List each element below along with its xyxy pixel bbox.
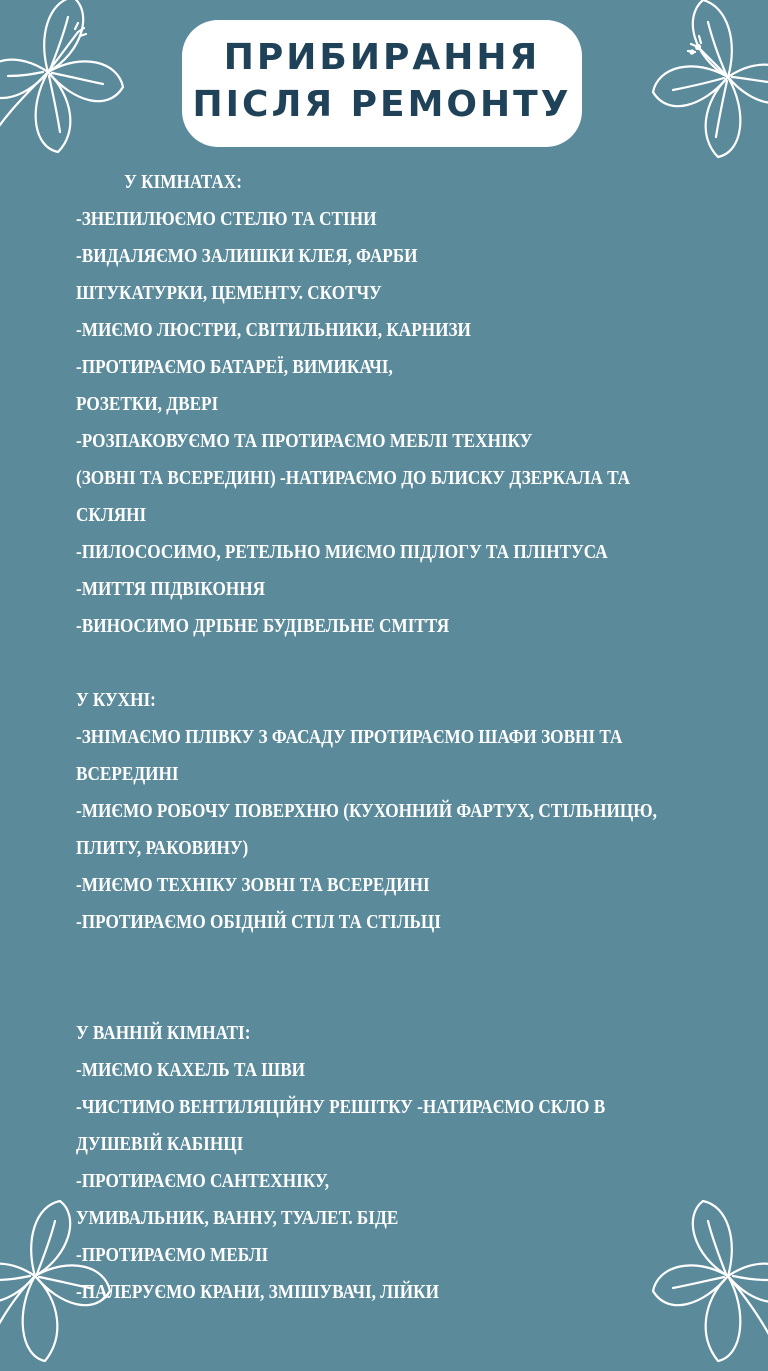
spacer (76, 645, 664, 682)
list-item: -ПИЛОСОСИМО, РЕТЕЛЬНО МИЄМО ПІДЛОГУ ТА ПЛІНТУСА (76, 541, 608, 563)
list-item: ДУШЕВІЙ КАБІНЦІ (76, 1133, 244, 1155)
section-heading-rooms: У КІМНАТАХ: (124, 171, 242, 193)
list-item: ВСЕРЕДИНІ (76, 763, 179, 785)
list-item: -ВИНОСИМО ДРІБНЕ БУДІВЕЛЬНЕ СМІТТЯ (76, 615, 450, 637)
spacer (76, 941, 664, 978)
list-item: -ПРОТИРАЄМО САНТЕХНІКУ, (76, 1170, 330, 1192)
list-item: -ПРОТИРАЄМО МЕБЛІ (76, 1244, 269, 1266)
list-item: -МИЄМО ТЕХНІКУ ЗОВНІ ТА ВСЕРЕДИНІ (76, 874, 430, 896)
hibiscus-flower-icon (648, 1176, 768, 1366)
list-item: (ЗОВНІ ТА ВСЕРЕДИНІ) -НАТИРАЄМО ДО БЛИСКУ ДЗЕРКАЛА ТА (76, 467, 631, 489)
list-item: ПЛИТУ, РАКОВИНУ) (76, 837, 249, 859)
spacer (76, 978, 664, 1015)
list-item: -ЗНІМАЄМО ПЛІВКУ З ФАСАДУ ПРОТИРАЄМО ШАФИ ЗОВНІ ТА (76, 726, 623, 748)
list-item: -ВИДАЛЯЄМО ЗАЛИШКИ КЛЕЯ, ФАРБИ (76, 245, 418, 267)
service-list (76, 164, 664, 1311)
list-item: -МИЄМО ЛЮСТРИ, СВІТИЛЬНИКИ, КАРНИЗИ (76, 319, 471, 341)
page-title-line-2: ПІСЛЯ РЕМОНТУ (192, 84, 572, 125)
list-item: -ЗНЕПИЛЮЄМО СТЕЛЮ ТА СТІНИ (76, 208, 377, 230)
section-heading-bathroom: У ВАННІЙ КІМНАТІ: (76, 1022, 251, 1044)
list-item: -ЧИСТИМО ВЕНТИЛЯЦІЙНУ РЕШІТКУ -НАТИРАЄМО СКЛО В (76, 1096, 606, 1118)
list-item: -ПРОТИРАЄМО БАТАРЕЇ, ВИМИКАЧІ, (76, 356, 393, 378)
list-item: -РОЗПАКОВУЄМО ТА ПРОТИРАЄМО МЕБЛІ ТЕХНІКУ (76, 430, 533, 452)
page-title-line-1: ПРИБИРАННЯ (223, 37, 541, 78)
list-item: РОЗЕТКИ, ДВЕРІ (76, 393, 219, 415)
list-item: СКЛЯНІ (76, 504, 147, 526)
hibiscus-flower-icon (0, 0, 128, 162)
list-item: -МИТТЯ ПІДВІКОННЯ (76, 578, 266, 600)
list-item: -ПАЛЕРУЄМО КРАНИ, ЗМІШУВАЧІ, ЛІЙКИ (76, 1281, 440, 1303)
list-item: -МИЄМО КАХЕЛЬ ТА ШВИ (76, 1059, 306, 1081)
list-item: УМИВАЛЬНИК, ВАННУ, ТУАЛЕТ. БІДЕ (76, 1207, 399, 1229)
list-item: -ПРОТИРАЄМО ОБІДНІЙ СТІЛ ТА СТІЛЬЦІ (76, 911, 441, 933)
title-box (182, 20, 582, 147)
hibiscus-flower-icon (648, 0, 768, 162)
list-item: -МИЄМО РОБОЧУ ПОВЕРХНЮ (КУХОННИЙ ФАРТУХ, СТІЛЬНИЦЮ, (76, 800, 657, 822)
section-heading-kitchen: У КУХНІ: (76, 689, 156, 711)
list-item: ШТУКАТУРКИ, ЦЕМЕНТУ. СКОТЧУ (76, 282, 382, 304)
